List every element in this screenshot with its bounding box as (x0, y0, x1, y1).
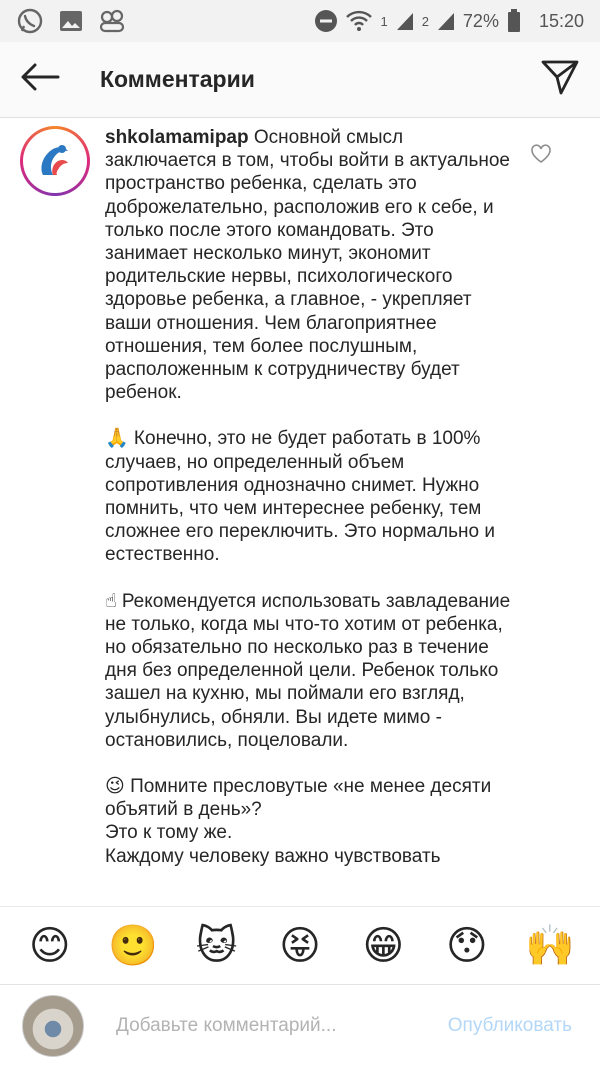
avatar[interactable] (20, 126, 90, 196)
direct-send-icon (541, 59, 579, 100)
comment-paragraph: Это к тому же. (105, 822, 233, 844)
emoji-hushed-icon[interactable]: 😯 (445, 922, 488, 969)
publish-button[interactable]: Опубликовать (447, 1014, 572, 1036)
emoji-tongue-icon[interactable]: 😝 (279, 922, 321, 969)
emoji-grin-icon[interactable]: 😁 (362, 922, 405, 969)
viber-icon (16, 7, 44, 35)
comment-paragraph: 🙏 Конечно, это не будет работать в 100% случаев, но определенный объем сопротивления однозначно снимет. Нужно помнить, что чем интереснее ребенку, тем сложнее его переключить. Это нормально и естественно. (105, 428, 495, 566)
comment-text (105, 126, 515, 868)
page-title: Комментарии (100, 66, 255, 92)
sim1-label: 1 (380, 13, 388, 29)
emoji-slight-smile-icon[interactable]: 🙂 (108, 922, 159, 969)
do-not-disturb-icon (314, 9, 338, 33)
emoji-quick-bar (0, 906, 600, 984)
direct-send-button[interactable] (520, 42, 600, 118)
status-bar (0, 0, 600, 42)
comment-paragraph (105, 126, 515, 404)
back-arrow-icon (20, 63, 60, 96)
clock: 15:20 (538, 10, 584, 31)
emoji-smiling-icon[interactable]: 😊 (28, 922, 71, 969)
gallery-icon (58, 8, 84, 34)
back-button[interactable] (0, 42, 80, 118)
my-avatar (22, 995, 84, 1057)
sim2-label: 2 (421, 13, 429, 29)
signal-icon (437, 11, 455, 31)
comment-paragraph: Каждому человеку важно чувствовать (105, 845, 441, 867)
emoji-raised-hands-icon[interactable]: 🙌 (525, 922, 576, 969)
comment-paragraph-text: Основной смысл заключается в том, чтобы войти в актуальное пространство ребенка, сделать это доброжелательно, расположив его к себе, и только после этого командовать. Это занимает несколько минут, экономит родительские нервы, психологического здоровье ребенка, а главное, - укрепляет ваши отношения. Чем благоприятнее отношения, тем более послушным, расположенным к сотрудничеству будет ребенок. (105, 127, 511, 404)
comment-input[interactable] (116, 1015, 448, 1037)
wifi-icon (346, 10, 372, 32)
comment-paragraph: 😉 Помните пресловутые «не менее десяти объятий в день»? (105, 776, 492, 821)
signal-icon (396, 11, 414, 31)
comment-item (0, 118, 600, 868)
like-button[interactable] (527, 144, 555, 172)
cloud-icon (98, 8, 126, 34)
comment-composer (0, 984, 600, 1066)
heart-icon (530, 144, 552, 169)
battery-percent: 72% (462, 10, 499, 31)
school-logo-icon (29, 135, 81, 187)
comments-list[interactable] (0, 118, 600, 906)
comment-paragraph: ☝ Рекомендуется использовать завладевание не только, когда мы что-то хотим от ребенка, но обязательно по несколько раз в течение дня без определенной цели. Ребенок только зашел на кухню, мы поймали его взгляд, улыбнулись, обняли. Вы идете мимо - остановились, поцеловали. (105, 590, 511, 751)
battery-icon (507, 9, 521, 33)
app-header (0, 42, 600, 118)
emoji-cat-icon[interactable]: 🐱 (195, 922, 238, 969)
comment-username[interactable]: shkolamamipap (105, 127, 249, 148)
